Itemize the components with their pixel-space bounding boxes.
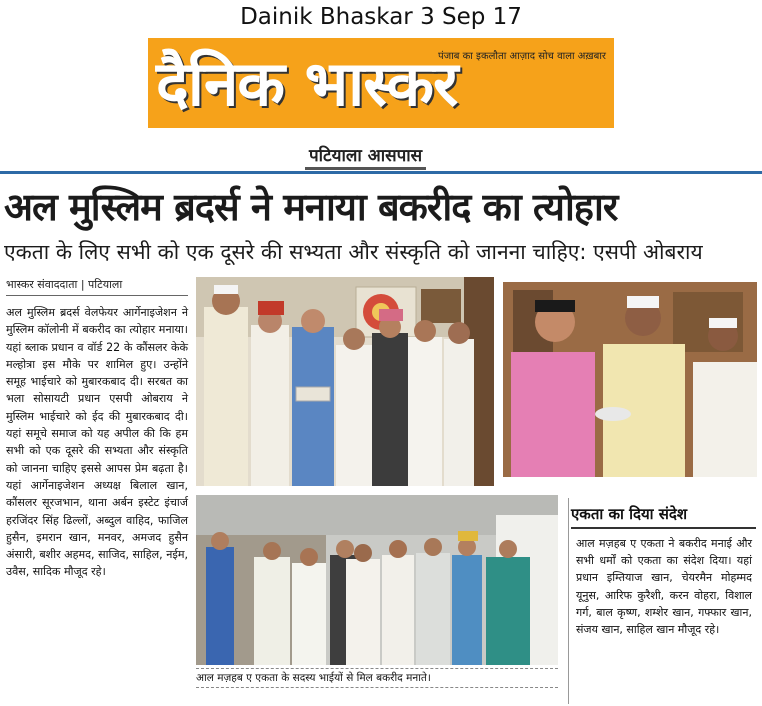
article-byline: भास्कर संवाददाता | पटियाला — [6, 278, 123, 291]
group-photo-3 — [196, 495, 558, 665]
group-photo-1 — [196, 277, 494, 486]
masthead-logo — [148, 38, 614, 128]
group-photo-2 — [503, 282, 757, 477]
masthead-brand: दैनिक भास्कर — [156, 47, 458, 120]
sidebar-title: एकता का दिया संदेश — [571, 505, 688, 523]
section-divider — [0, 171, 762, 174]
article-body: अल मुस्लिम ब्रदर्स वेलफेयर आर्गेनाइजेशन ने मुस्लिम कॉलोनी में बकरीद का त्योहार मनाया। यहां ब्लाक प्रधान व वॉर्ड 22 के कौंसलर केके मल्होत्रा इस मौके पर शामिल हुए। उन्होंने समूह भाईचारे को मुबारकबाद दी। सरबत का भला सोसायटी प्रधान एसपी ओबराय ने मुस्लिम भाईचारे को ईद की मुबारकबाद दी। यहां समूचे समाज को यह अपील की कि हम सभी को एक दूसरे की सभ्यता और संस्कृति को जानना चाहिए इससे आपस प्रेम बढ़ता है। यहां आर्गेनाइजेशन अध्यक्ष बिलाल खान, कौंसलर सूरजभान, थाना अर्बन इस्टेट इंचार्ज हरजिंदर सिंह ढिल्लों, अब्दुल वाहिद, फाजिल हुसैन, इमरान खान, मनवर, अमजद हुसैन अंसारी, बशीर अहमद, साजिद, साहिल, नईम, उवैस, सादिक मौजूद रहे। — [6, 306, 188, 579]
group-photo-3-image — [196, 495, 558, 665]
sidebar-body: आल मज़हब ए एकता ने बकरीद मनाई और सभी धर्मों को एकता का संदेश दिया। यहां प्रधान इम्तियाज खान, चेयरमैन मोहम्मद यूनुस, आरिफ कुरैशी, करन वोहरा, विशाल गर्ग, बाल कृष्ण, शम्शेर खान, गफ्फार खान, संजय खान, साहिल खान मौजूद रहे। — [576, 537, 752, 637]
section-label: पटियाला आसपास — [305, 143, 426, 170]
newspaper-date-caption: Dainik Bhaskar 3 Sep 17 — [240, 4, 522, 30]
article-subhead: एकता के लिए सभी को एक दूसरे की सभ्यता और संस्कृति को जानना चाहिए: एसपी ओबराय — [4, 240, 703, 264]
article-headline: अल मुस्लिम ब्रदर्स ने मनाया बकरीद का त्योहार — [4, 185, 618, 229]
sidebar-title-rule — [571, 527, 756, 529]
photo-caption: आल मज़हब ए एकता के सदस्य भाईयों से मिल बकरीद मनाते। — [196, 668, 558, 688]
byline-divider — [6, 295, 188, 296]
group-photo-2-image — [503, 282, 757, 477]
masthead-tagline: पंजाब का इकलौता आज़ाद सोच वाला अख़बार — [438, 51, 606, 62]
group-photo-1-image — [196, 277, 494, 486]
